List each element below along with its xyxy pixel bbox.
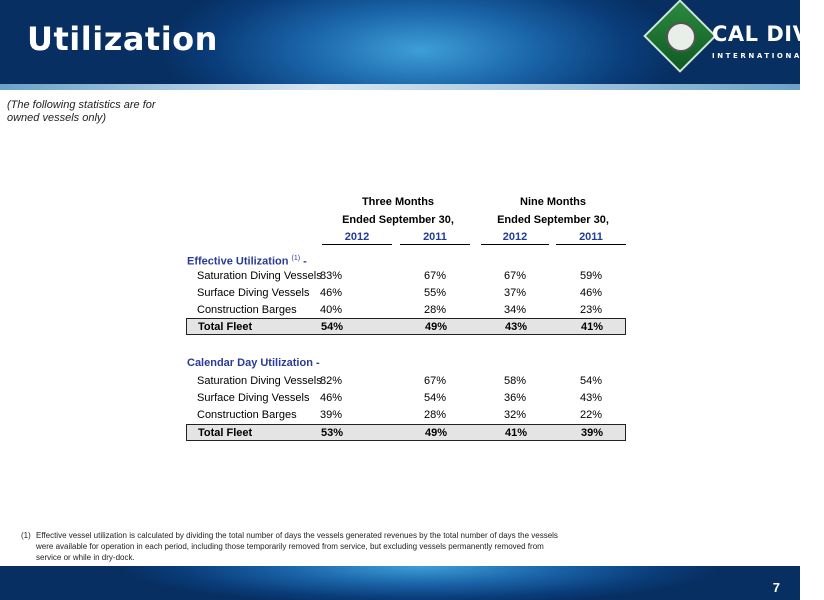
header-divider	[0, 84, 800, 90]
year-header: 2011	[400, 231, 470, 245]
table-cell: 59%	[580, 270, 603, 282]
owned-vessels-note: (The following statistics are for owned vessels only)	[7, 99, 156, 124]
logo-diver-helmet-icon	[666, 22, 696, 52]
table-cell: 54%	[321, 321, 344, 333]
table-cell: 43%	[580, 392, 603, 404]
footnote	[21, 530, 561, 563]
section-title-calendar-day-utilization: Calendar Day Utilization -	[187, 357, 320, 369]
footnote-ref: (1)	[291, 255, 301, 262]
year-header: 2011	[556, 231, 626, 245]
table-cell: 67%	[424, 270, 447, 282]
total-fleet-row	[186, 424, 626, 441]
table-row	[186, 302, 626, 319]
row-label: Total Fleet	[198, 321, 253, 333]
section-title-text: Effective Utilization	[187, 255, 289, 268]
table-cell: 32%	[504, 409, 527, 421]
company-logo	[646, 6, 824, 82]
section-title-suffix: -	[300, 255, 307, 268]
group-header-line2: Ended September 30,	[342, 214, 454, 226]
table-cell: 82%	[320, 375, 343, 387]
table-cell: 54%	[424, 392, 447, 404]
table-cell: 46%	[320, 287, 343, 299]
table-cell: 39%	[581, 427, 604, 439]
year-header: 2012	[481, 231, 549, 245]
table-cell: 58%	[504, 375, 527, 387]
table-cell: 54%	[580, 375, 603, 387]
table-row	[186, 268, 626, 285]
table-cell: 28%	[424, 409, 447, 421]
table-cell: 23%	[580, 304, 603, 316]
table-cell: 34%	[504, 304, 527, 316]
table-cell: 40%	[320, 304, 343, 316]
table-cell: 37%	[504, 287, 527, 299]
total-fleet-row	[186, 318, 626, 335]
table-cell: 55%	[424, 287, 447, 299]
table-cell: 41%	[505, 427, 528, 439]
table-cell: 49%	[425, 427, 448, 439]
table-cell: 46%	[320, 392, 343, 404]
table-cell: 46%	[580, 287, 603, 299]
table-cell: 83%	[320, 270, 343, 282]
group-header-three-months	[320, 195, 476, 227]
table-cell: 67%	[424, 375, 447, 387]
page-title: Utilization	[27, 20, 218, 58]
row-label: Surface Diving Vessels	[197, 392, 310, 404]
logo-name: CAL DIVE	[712, 22, 824, 46]
table-cell: 39%	[320, 409, 343, 421]
table-cell: 49%	[425, 321, 448, 333]
group-header-nine-months	[475, 195, 631, 227]
table-cell: 67%	[504, 270, 527, 282]
group-header-line1: Nine Months	[520, 196, 586, 208]
table-row	[186, 373, 626, 390]
row-label: Saturation Diving Vessels	[197, 375, 322, 387]
footer-banner	[0, 566, 800, 600]
table-row	[186, 407, 626, 424]
table-cell: 22%	[580, 409, 603, 421]
row-label: Construction Barges	[197, 409, 297, 421]
footnote-marker: (1)	[21, 531, 31, 540]
table-row	[186, 390, 626, 407]
group-header-line1: Three Months	[361, 196, 435, 208]
table-cell: 41%	[581, 321, 604, 333]
group-header-line2: Ended September 30,	[497, 214, 609, 226]
table-cell: 28%	[424, 304, 447, 316]
row-label: Saturation Diving Vessels	[197, 270, 322, 282]
row-label: Construction Barges	[197, 304, 297, 316]
table-cell: 36%	[504, 392, 527, 404]
logo-subtitle: INTERNATIONAL	[712, 52, 810, 60]
table-cell: 43%	[505, 321, 528, 333]
footnote-text: Effective vessel utilization is calculated by dividing the total number of days the vessels generated revenues by the total number of days the vessels were available for operation in each period, including those temporarily removed from service, but excluding vessels permanently removed from service or while in dry-dock.	[36, 531, 558, 562]
row-label: Total Fleet	[198, 427, 253, 439]
row-label: Surface Diving Vessels	[197, 287, 310, 299]
table-row	[186, 285, 626, 302]
section-title-effective-utilization	[187, 255, 307, 268]
page-number: 7	[772, 580, 780, 595]
year-header: 2012	[322, 231, 392, 245]
table-cell: 53%	[321, 427, 344, 439]
